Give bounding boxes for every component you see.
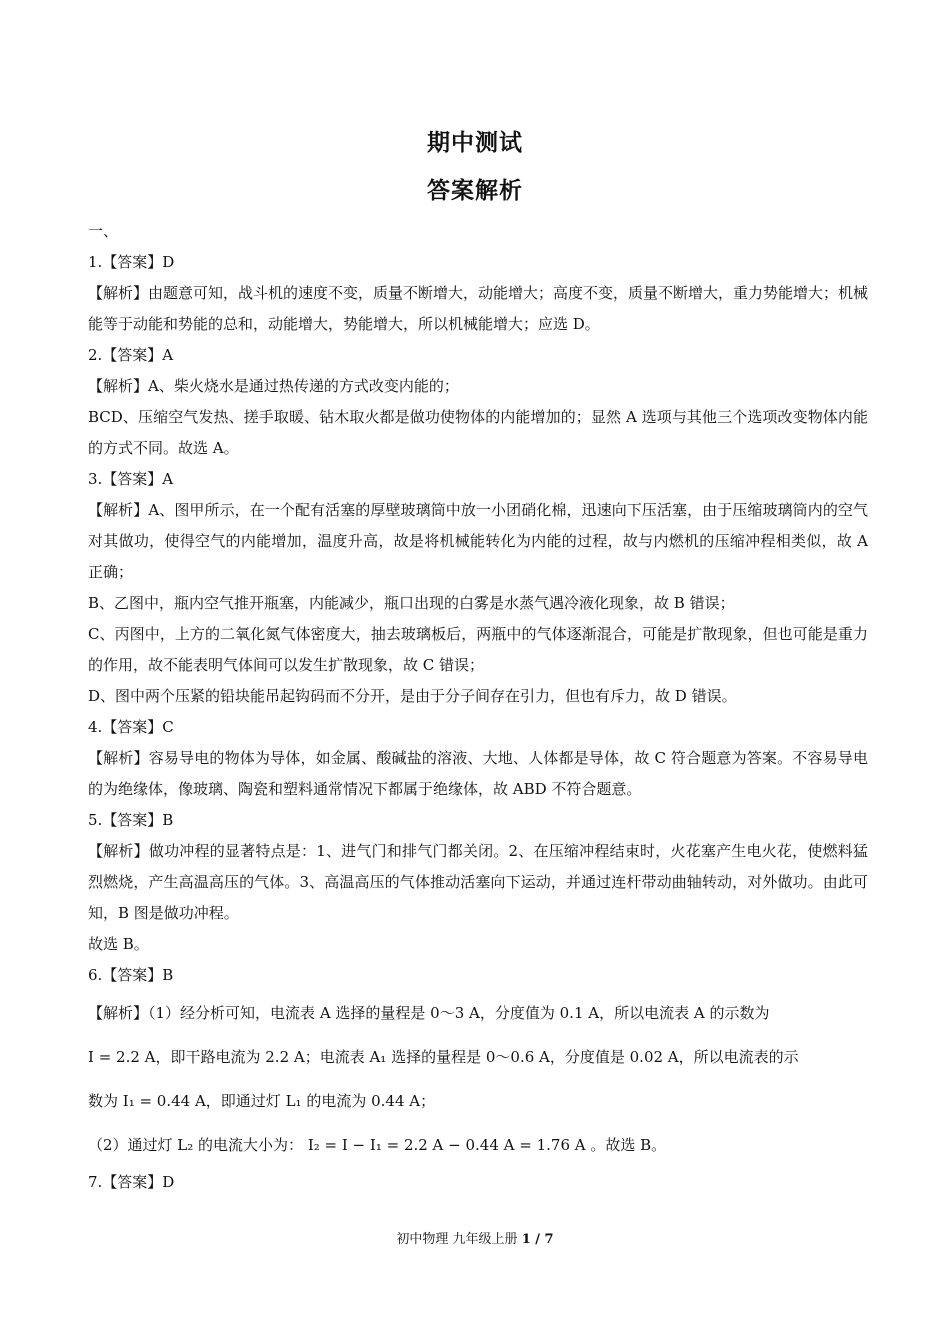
text-line: 【解析】做功冲程的显著特点是：1、进气门和排气门都关闭。2、在压缩冲程结束时，火花塞产生电火花，使燃料猛烈燃烧，产生高温高压的气体。3、高温高压的气体推动活塞向下运动，并通过连杆带动曲轴转动，对外做功。由此可知，B 图是做功冲程。	[88, 842, 868, 922]
footer-course: 初中物理 九年级上册	[396, 1232, 518, 1247]
text-line: D、图中两个压紧的铅块能吊起钩码而不分开，是由于分子间存在引力，但也有斥力，故 D 错误。	[88, 687, 737, 705]
text-line: 【解析】由题意可知，战斗机的速度不变，质量不断增大，动能增大；高度不变，质量不断增大，重力势能增大；机械能等于动能和势能的总和，动能增大，势能增大，所以机械能增大；应选 D。	[88, 284, 869, 333]
text-line: 【解析】容易导电的物体为导体，如金属、酸碱盐的溶液、大地、人体都是导体，故 C 符合题意为答案。不容易导电的为绝缘体，像玻璃、陶瓷和塑料通常情况下都属于绝缘体，故 ABD 不符合题意。	[88, 749, 868, 798]
page-title: 期中测试	[427, 130, 523, 156]
document-body	[88, 216, 868, 1198]
text-line: 故选 B。	[88, 935, 149, 953]
text-line: 【解析】A、柴火烧水是通过热传递的方式改变内能的；	[88, 377, 459, 395]
text-line: BCD、压缩空气发热、搓手取暖、钻木取火都是做功使物体的内能增加的；显然 A 选项与其他三个选项改变物体内能的方式不同。故选 A。	[88, 408, 868, 457]
text-line: B、乙图中，瓶内空气推开瓶塞，内能减少，瓶口出现的白雾是水蒸气遇冷液化现象，故 B 错误；	[88, 594, 735, 612]
text-line: 【解析】A、图甲所示，在一个配有活塞的厚壁玻璃筒中放一小团硝化棉，迅速向下压活塞，由于压缩玻璃筒内的空气对其做功，使得空气的内能增加，温度升高，故是将机械能转化为内能的过程，故与内燃机的压缩冲程相类似，故 A 正确；	[88, 501, 868, 581]
page-footer	[0, 1228, 950, 1247]
section-heading: 一、	[88, 222, 119, 240]
q6-analysis-line: I = 2.2 A，即干路电流为 2.2 A；电流表 A₁ 选择的量程是 0～0.6 A，分度值是 0.02 A，所以电流表的示	[88, 1048, 799, 1066]
page-subtitle: 答案解析	[427, 178, 523, 204]
text-line: 3.【答案】A	[88, 470, 174, 488]
text-line: 2.【答案】A	[88, 346, 174, 364]
footer-page-number: 1 / 7	[521, 1232, 554, 1247]
q6-analysis-line: （2）通过灯 L₂ 的电流大小为： I₂ = I − I₁ = 2.2 A − 0.44 A = 1.76 A 。故选 B。	[88, 1136, 667, 1154]
text-line: 6.【答案】B	[88, 966, 174, 984]
text-line: 4.【答案】C	[88, 718, 174, 736]
q6-analysis-line: 【解析】（1）经分析可知，电流表 A 选择的量程是 0～3 A，分度值为 0.1 A，所以电流表 A 的示数为	[88, 1004, 770, 1022]
text-line: C、丙图中，上方的二氧化氮气体密度大，抽去玻璃板后，两瓶中的气体逐渐混合，可能是扩散现象，但也可能是重力的作用，故不能表明气体间可以发生扩散现象，故 C 错误；	[88, 625, 868, 674]
text-line: 7.【答案】D	[88, 1173, 175, 1191]
text-line: 1.【答案】D	[88, 253, 175, 271]
q6-analysis-line: 数为 I₁ = 0.44 A，即通过灯 L₁ 的电流为 0.44 A；	[88, 1092, 436, 1110]
text-line: 5.【答案】B	[88, 811, 174, 829]
